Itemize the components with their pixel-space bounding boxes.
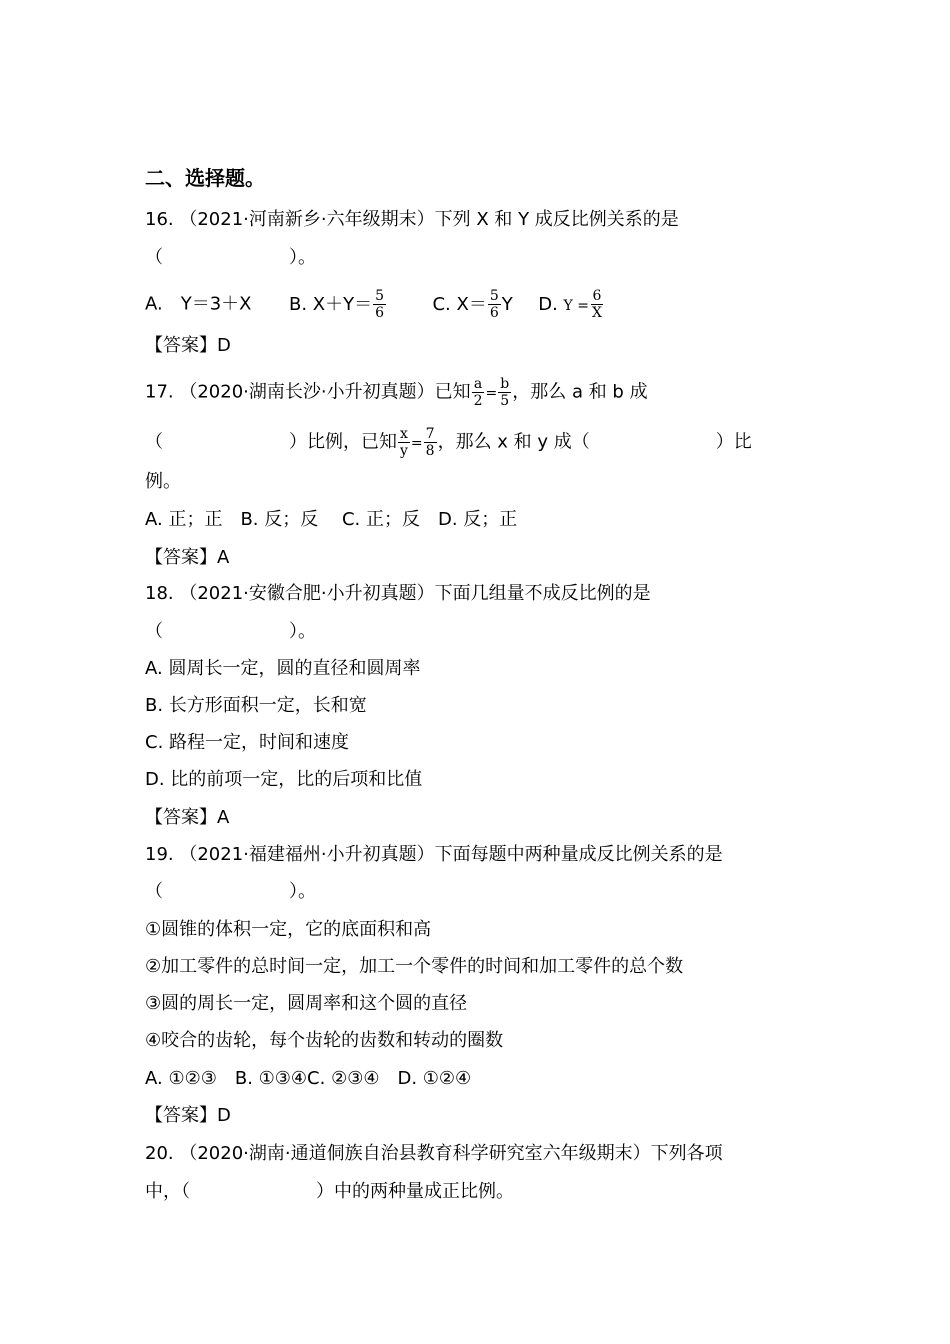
q16-option-c-fraction: [488, 288, 501, 321]
section-title: 二、选择题。: [145, 166, 265, 190]
q17-fraction-a: [472, 376, 485, 409]
q19-item-2: ②加工零件的总时间一定，加工一个零件的时间和加工零件的总个数: [145, 956, 684, 977]
q17-stem-mid2: ，那么 x 和 y 成（: [437, 431, 590, 453]
q17-options: A. 正；正 B. 反；反 C. 正；反 D. 反；正: [145, 509, 518, 530]
q17-stem-line3: 例。: [145, 471, 181, 492]
fraction-denominator: X: [591, 305, 602, 321]
fraction-numerator: b: [500, 376, 510, 392]
q17-answer: 【答案】A: [145, 547, 230, 568]
q20-stem-line2: 中，（ ）中的两种量成正比例。: [145, 1181, 514, 1202]
q19-blank: （ ）。: [145, 881, 316, 902]
q16-stem: 16. （2021·河南新乡·六年级期末）下列 X 和 Y 成反比例关系的是: [145, 209, 679, 230]
q17-stem-line2: [145, 426, 752, 459]
q17-blank-open: （: [145, 431, 163, 453]
fraction-denominator: 6: [489, 305, 499, 321]
fraction-numerator: x: [400, 426, 408, 442]
q16-options: [145, 288, 605, 321]
fraction-numerator: 5: [375, 288, 385, 304]
q19-answer: 【答案】D: [145, 1105, 231, 1126]
q17-stem-suffix2: ）比: [715, 431, 752, 453]
fraction-denominator: 5: [500, 393, 510, 409]
fraction-numerator: 5: [489, 288, 499, 304]
q16-option-b: [288, 288, 393, 321]
q17-stem-line1: [145, 376, 648, 409]
q17-fraction-7-8: [424, 426, 437, 459]
fraction-denominator: 8: [425, 443, 435, 459]
q16-option-d-lhs: Y =: [563, 297, 589, 314]
fraction-numerator: a: [473, 376, 483, 392]
fraction-denominator: 6: [375, 305, 385, 321]
q18-stem: 18. （2021·安徽合肥·小升初真题）下面几组量不成反比例的是: [145, 583, 651, 604]
q16-option-c-prefix: C. X＝: [432, 293, 487, 315]
q19-item-4: ④咬合的齿轮，每个齿轮的齿数和转动的圈数: [145, 1030, 504, 1051]
q18-blank: （ ）。: [145, 621, 316, 642]
q16-blank: （ ）。: [145, 247, 316, 268]
q17-stem-mid1: ）比例，已知: [289, 431, 397, 453]
q16-option-c: [432, 288, 518, 321]
q18-option-a: A. 圆周长一定，圆的直径和圆周率: [145, 658, 421, 679]
q19-item-3: ③圆的周长一定，圆周率和这个圆的直径: [145, 993, 468, 1014]
fraction-denominator: y: [400, 443, 408, 459]
q19-options: A. ①②③ B. ①③④C. ②③④ D. ①②④: [145, 1068, 472, 1089]
q18-option-c: C. 路程一定，时间和速度: [145, 732, 350, 753]
q16-answer: 【答案】D: [145, 335, 231, 356]
fraction-denominator: 2: [473, 393, 483, 409]
q16-option-d: [538, 288, 605, 321]
q18-option-d: D. 比的前项一定，比的后项和比值: [145, 769, 423, 790]
q16-option-d-prefix: D.: [538, 293, 558, 315]
q19-item-1: ①圆锥的体积一定，它的底面积和高: [145, 919, 432, 940]
q17-fraction-b: [498, 376, 511, 409]
q17-stem-suffix: ，那么 a 和 b 成: [512, 381, 648, 403]
q16-option-d-fraction: [590, 288, 604, 321]
equals-sign: =: [485, 385, 498, 402]
q17-stem-prefix: 17. （2020·湖南长沙·小升初真题）已知: [145, 381, 471, 403]
q16-option-b-prefix: B. X＋Y＝: [288, 293, 373, 315]
q19-stem: 19. （2021·福建福州·小升初真题）下面每题中两种量成反比例关系的是: [145, 844, 723, 865]
q16-option-a: A. Y＝3＋X: [145, 293, 252, 315]
q16-option-c-suffix: Y: [501, 293, 513, 315]
q20-stem-line1: 20. （2020·湖南·通道侗族自治县教育科学研究室六年级期末）下列各项: [145, 1143, 723, 1164]
q18-option-b: B. 长方形面积一定，长和宽: [145, 695, 367, 716]
q18-answer: 【答案】A: [145, 807, 230, 828]
fraction-numerator: 6: [592, 288, 602, 304]
fraction-numerator: 7: [425, 426, 435, 442]
q17-fraction-x: [398, 426, 410, 459]
equals-sign: =: [410, 435, 423, 452]
q16-option-b-fraction: [373, 288, 386, 321]
